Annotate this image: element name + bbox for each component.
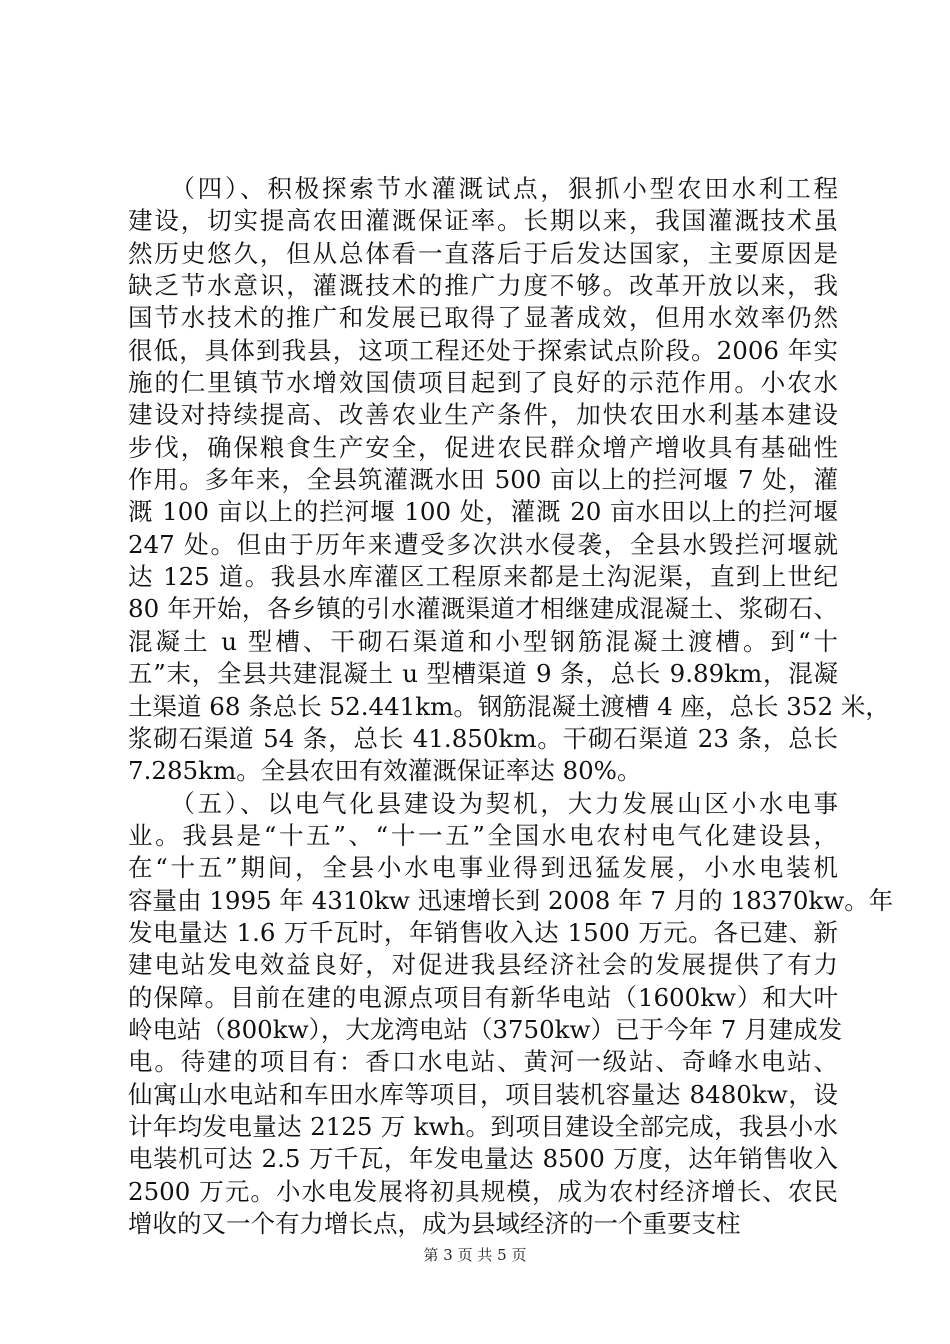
page-number-footer: 第 3 页 共 5 页 — [423, 1246, 527, 1264]
text-line: 建设对持续提高、改善农业生产条件，加快农田水利基本建设 — [128, 400, 838, 430]
text-line: 溉 100 亩以上的拦河堰 100 处，灌溉 20 亩水田以上的拦河堰 — [128, 497, 838, 527]
text-line: 容量由 1995 年 4310kw 迅速增长到 2008 年 7 月的 18370kw。年 — [128, 885, 894, 915]
text-line: 发电量达 1.6 万千瓦时，年销售收入达 1500 万元。各已建、新 — [128, 917, 838, 947]
text-line: 国节水技术的推广和发展已取得了显著成效，但用水效率仍然 — [128, 303, 838, 333]
text-line: 建设，切实提高农田灌溉保证率。长期以来，我国灌溉技术虽 — [128, 206, 838, 236]
text-line: 增收的又一个有力增长点，成为县域经济的一个重要支柱 — [128, 1209, 741, 1238]
text-line: 在“十五”期间，全县小水电事业得到迅猛发展，小水电装机 — [128, 853, 838, 883]
text-line: 缺乏节水意识，灌溉技术的推广力度不够。改革开放以来，我 — [128, 271, 838, 301]
text-line: （四）、积极探索节水灌溉试点，狠抓小型农田水利工程 — [128, 174, 838, 203]
paragraph-4 — [128, 173, 890, 788]
text-line: 达 125 道。我县水库灌区工程原来都是土沟泥渠，直到上世纪 — [128, 562, 838, 592]
text-line: 247 处。但由于历年来遭受多次洪水侵袭，全县水毁拦河堰就 — [128, 529, 838, 559]
text-line: 仙寓山水电站和车田水库等项目，项目装机容量达 8480kw，设 — [128, 1079, 838, 1109]
text-line: 浆砌石渠道 54 条，总长 41.850km。干砌石渠道 23 条，总长 — [128, 723, 838, 753]
text-line: 然历史悠久，但从总体看一直落后于后发达国家，主要原因是 — [128, 238, 838, 268]
paragraph-5 — [128, 788, 894, 1241]
text-line: 7.285km。全县农田有效灌溉保证率达 80%。 — [128, 756, 642, 786]
text-line: 步伐，确保粮食生产安全，促进农民群众增产增收具有基础性 — [128, 432, 838, 462]
text-line: 作用。多年来，全县筑灌溉水田 500 亩以上的拦河堰 7 处，灌 — [128, 465, 838, 495]
text-line: （五）、以电气化县建设为契机，大力发展山区小水电事 — [128, 788, 838, 818]
text-line: 2500 万元。小水电发展将初具规模，成为农村经济增长、农民 — [128, 1176, 838, 1206]
text-line: 80 年开始，各乡镇的引水灌溉渠道才相继建成混凝土、浆砌石、 — [128, 594, 838, 624]
text-line: 电装机可达 2.5 万千瓦，年发电量达 8500 万度，达年销售收入 — [128, 1144, 838, 1174]
text-line: 很低，具体到我县，这项工程还处于探索试点阶段。2006 年实 — [128, 335, 838, 365]
text-line: 建电站发电效益良好，对促进我县经济社会的发展提供了有力 — [128, 950, 838, 980]
text-line: 电。待建的项目有：香口水电站、黄河一级站、奇峰水电站、 — [128, 1047, 838, 1077]
document-body — [128, 173, 894, 1240]
text-line: 五”末，全县共建混凝土 u 型槽渠道 9 条，总长 9.89km，混凝 — [128, 659, 838, 689]
text-line: 土渠道 68 条总长 52.441km。钢筋混凝土渡槽 4 座，总长 352 米， — [128, 691, 890, 721]
text-line: 施的仁里镇节水增效国债项目起到了良好的示范作用。小农水 — [128, 368, 838, 398]
text-line: 岭电站（800kw），大龙湾电站（3750kw）已于今年 7 月建成发 — [128, 1014, 843, 1044]
text-line: 业。我县是“十五”、“十一五”全国水电农村电气化建设县， — [128, 820, 838, 850]
text-line: 计年均发电量达 2125 万 kwh。到项目建设全部完成，我县小水 — [128, 1111, 838, 1141]
text-line: 的保障。目前在建的电源点项目有新华电站（1600kw）和大叶 — [128, 982, 838, 1012]
text-line: 混凝土 u 型槽、干砌石渠道和小型钢筋混凝土渡槽。到“十 — [128, 626, 838, 656]
